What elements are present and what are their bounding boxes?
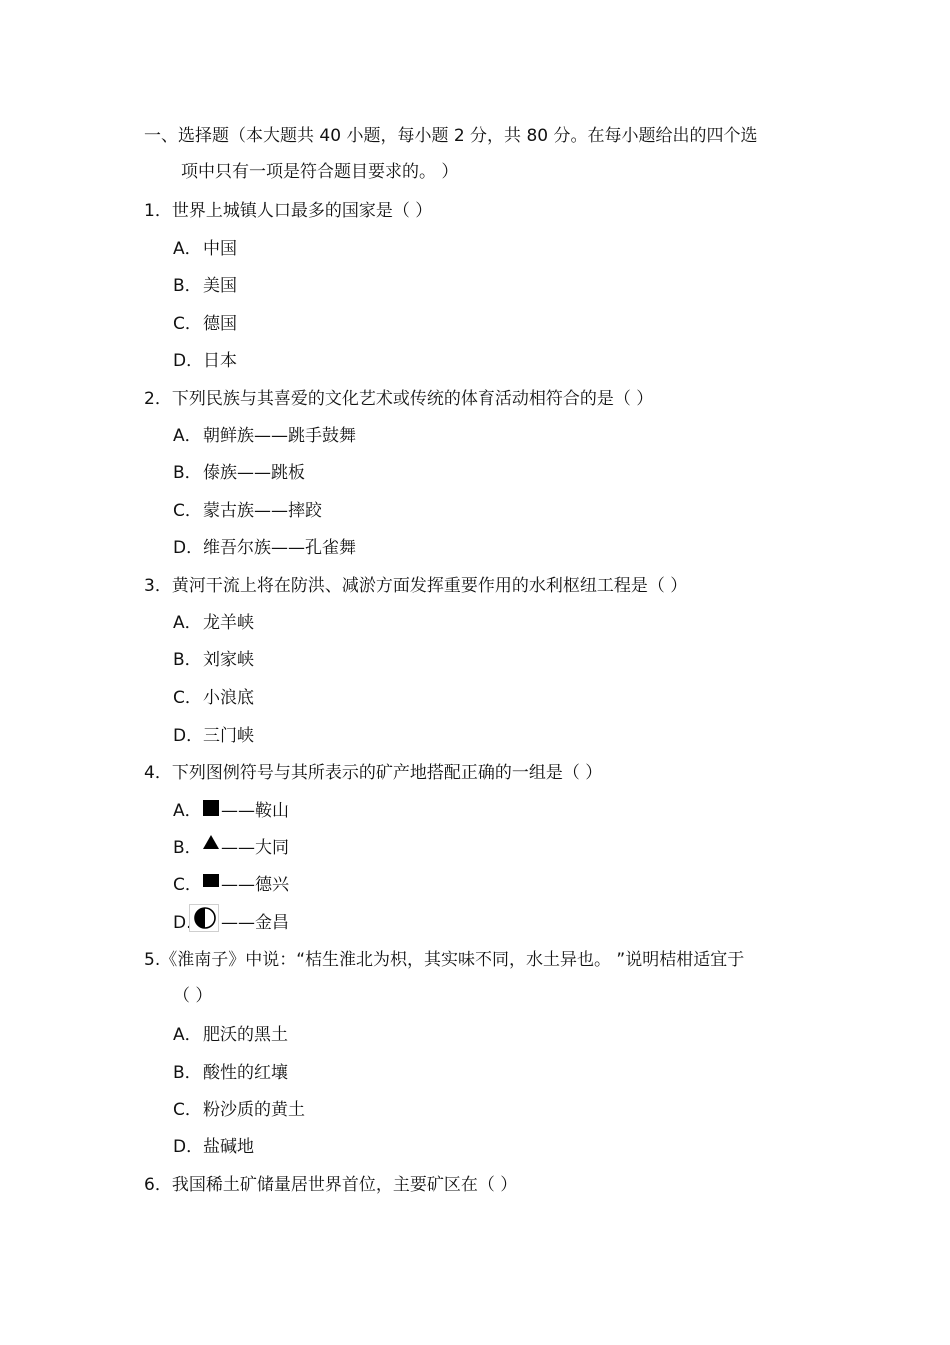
option-label: D． — [173, 726, 204, 746]
option-a[interactable] — [173, 612, 254, 634]
option-text: 美国 — [203, 276, 237, 296]
option-a[interactable] — [173, 425, 356, 447]
option-text: 蒙古族——摔跤 — [203, 501, 322, 521]
option-d[interactable] — [173, 537, 356, 559]
question-stem: 2．下列民族与其喜爱的文化艺术或传统的体育活动相符合的是（ ） — [144, 389, 654, 409]
option-label: B． — [173, 650, 202, 670]
option-c[interactable] — [173, 313, 237, 335]
option-text: 刘家峡 — [203, 650, 254, 670]
question-stem-continuation: （ ） — [173, 986, 213, 1006]
option-d[interactable] — [173, 912, 289, 934]
option-text: 中国 — [203, 239, 237, 259]
question-stem: 3．黄河干流上将在防洪、减淤方面发挥重要作用的水利枢纽工程是（ ） — [144, 576, 688, 596]
option-label: A． — [173, 1025, 202, 1045]
option-label: A． — [173, 613, 202, 633]
filled-square-icon — [203, 800, 219, 816]
option-label: D. — [173, 913, 192, 933]
option-label: C． — [173, 314, 202, 334]
option-label: D． — [173, 351, 204, 371]
option-text: ——金昌 — [221, 913, 289, 933]
section-heading-line1: 一、选择题（本大题共 40 小题，每小题 2 分，共 80 分。在每小题给出的四个选 — [144, 126, 758, 146]
option-text: 小浪底 — [203, 688, 254, 708]
option-label: D． — [173, 1137, 204, 1157]
option-text: 肥沃的黑土 — [203, 1025, 288, 1045]
option-b[interactable] — [173, 649, 254, 671]
section-heading-line2: 项中只有一项是符合题目要求的。 ） — [181, 162, 459, 182]
option-text: 维吾尔族——孔雀舞 — [203, 538, 356, 558]
option-text: 傣族——跳板 — [203, 463, 305, 483]
option-text: 盐碱地 — [203, 1137, 254, 1157]
option-b[interactable] — [173, 837, 289, 859]
option-label: A． — [173, 801, 202, 821]
option-d[interactable] — [173, 350, 237, 372]
half-filled-circle-icon — [189, 904, 219, 932]
question-stem: 6．我国稀土矿储量居世界首位，主要矿区在（ ） — [144, 1175, 518, 1195]
option-text: ——大同 — [221, 838, 289, 858]
option-b[interactable] — [173, 275, 237, 297]
option-c[interactable] — [173, 687, 254, 709]
option-text: ——德兴 — [221, 875, 289, 895]
option-label: C． — [173, 501, 202, 521]
option-text: 酸性的红壤 — [203, 1063, 288, 1083]
option-label: B． — [173, 838, 202, 858]
option-text: 龙羊峡 — [203, 613, 254, 633]
option-label: C． — [173, 688, 202, 708]
option-c[interactable] — [173, 1099, 305, 1121]
option-text: 日本 — [203, 351, 237, 371]
option-text: 德国 — [203, 314, 237, 334]
option-d[interactable] — [173, 725, 254, 747]
option-c[interactable] — [173, 874, 289, 896]
filled-triangle-icon — [203, 835, 219, 849]
option-label: B． — [173, 1063, 202, 1083]
option-text: 三门峡 — [203, 726, 254, 746]
option-a[interactable] — [173, 238, 237, 260]
question-stem: 5.《淮南子》中说：“桔生淮北为枳，其实味不同，水土异也。 ”说明桔柑适宜于 — [144, 950, 745, 970]
filled-rectangle-icon — [203, 874, 219, 887]
option-label: A． — [173, 239, 202, 259]
option-label: B． — [173, 463, 202, 483]
option-a[interactable] — [173, 1024, 288, 1046]
option-label: C． — [173, 1100, 202, 1120]
option-b[interactable] — [173, 462, 305, 484]
option-label: A． — [173, 426, 202, 446]
option-d[interactable] — [173, 1136, 254, 1158]
option-c[interactable] — [173, 500, 322, 522]
option-text: 粉沙质的黄土 — [203, 1100, 305, 1120]
option-label: B． — [173, 276, 202, 296]
option-text: ——鞍山 — [221, 801, 289, 821]
question-stem: 4．下列图例符号与其所表示的矿产地搭配正确的一组是（ ） — [144, 763, 603, 783]
option-a[interactable] — [173, 800, 289, 822]
option-b[interactable] — [173, 1062, 288, 1084]
option-label: D． — [173, 538, 204, 558]
option-text: 朝鲜族——跳手鼓舞 — [203, 426, 356, 446]
option-label: C． — [173, 875, 202, 895]
question-stem: 1．世界上城镇人口最多的国家是（ ） — [144, 201, 433, 221]
